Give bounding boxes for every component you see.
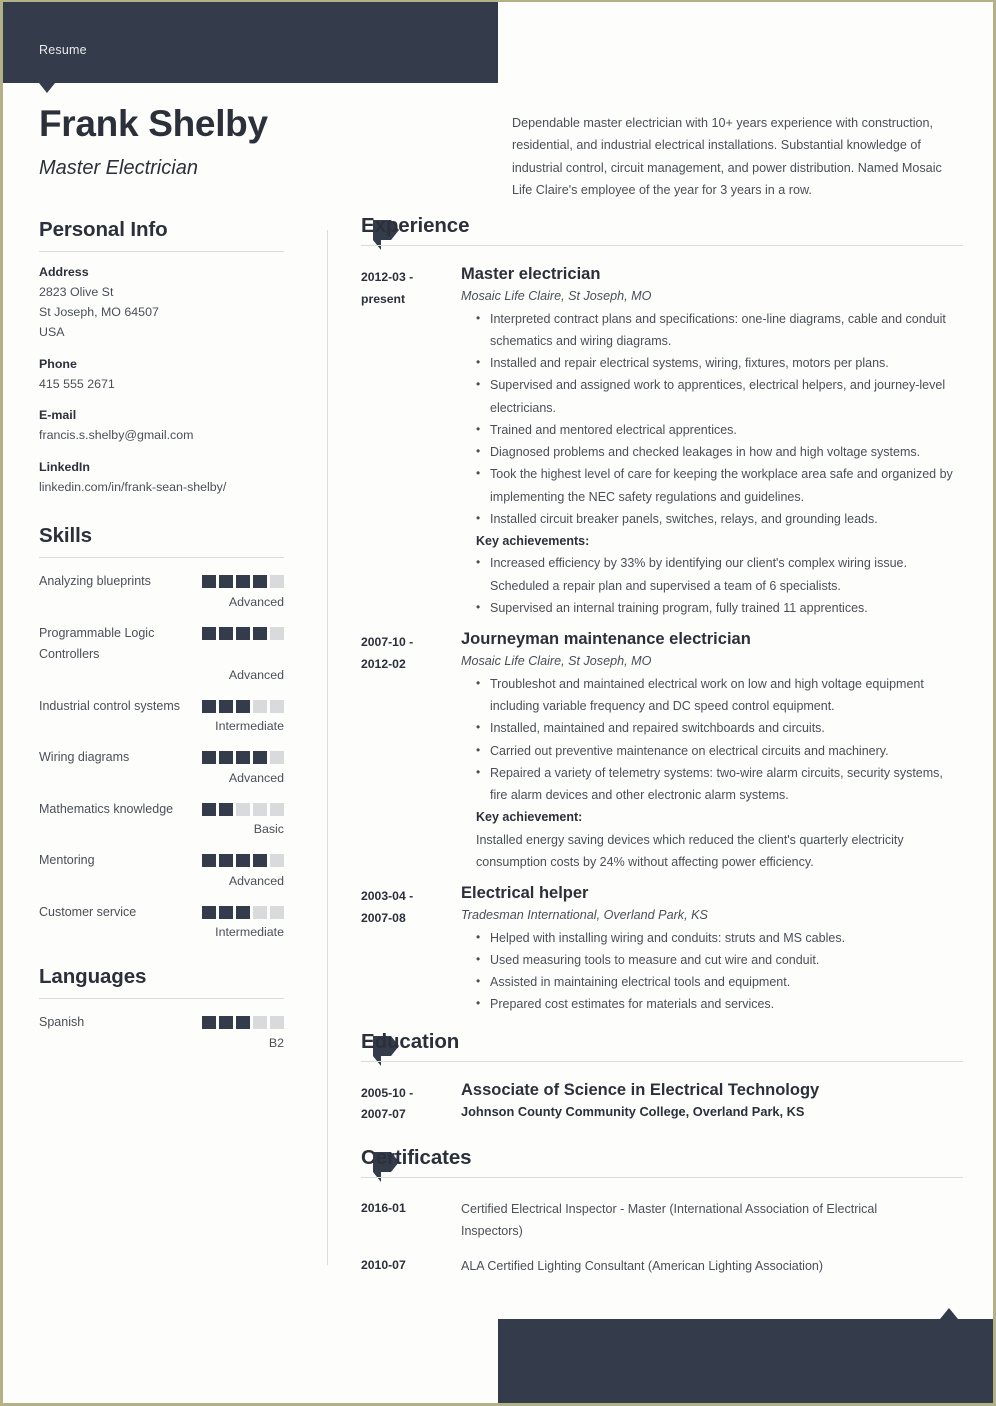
personal-info-section xyxy=(39,218,284,498)
certificate-date: 2016-01 xyxy=(361,1201,406,1216)
divider xyxy=(361,245,963,246)
rating-bar xyxy=(202,751,284,764)
footer-notch-icon xyxy=(940,1308,958,1319)
rating-box xyxy=(253,1016,267,1029)
entry-institution: Johnson County Community College, Overland Park, KS xyxy=(461,1104,805,1120)
entry-bullet: • Carried out preventive maintenance on electrical circuits and machinery. xyxy=(476,740,963,762)
top-band-notch-icon xyxy=(39,83,55,93)
rating-box xyxy=(253,575,267,588)
experience-section-header xyxy=(361,214,963,254)
entry-company: Mosaic Life Claire, St Joseph, MO xyxy=(461,288,652,303)
rating-level-label: Intermediate xyxy=(215,719,284,734)
education-section-header xyxy=(361,1030,963,1070)
rating-label: Spanish xyxy=(39,1015,85,1030)
rating-label: Industrial control systems xyxy=(39,698,181,713)
divider xyxy=(39,251,284,252)
rating-level-label: Advanced xyxy=(228,594,284,609)
personal-info-value: francis.s.shelby@gmail.com xyxy=(39,428,194,443)
rating-level-label: B2 xyxy=(268,1035,284,1050)
rating-level-label: Intermediate xyxy=(215,925,284,940)
candidate-job-title: Master Electrician xyxy=(39,157,198,179)
entry-company: Tradesman International, Overland Park, KS xyxy=(461,907,708,922)
rating-bar xyxy=(202,700,284,713)
rating-row xyxy=(39,696,284,734)
languages-section xyxy=(39,965,284,1050)
personal-info-value: 415 555 2671 xyxy=(39,376,115,391)
rating-box xyxy=(202,906,216,919)
rating-box xyxy=(270,854,284,867)
certificates-title: Certificates xyxy=(361,1146,472,1170)
personal-info-heading: Personal Info xyxy=(39,218,168,241)
rating-box xyxy=(236,906,250,919)
entry-date: 2007-10 - 2012-02 xyxy=(361,635,414,671)
entry-title: Electrical helper xyxy=(461,884,589,902)
experience-entry xyxy=(361,629,963,873)
entry-title: Master electrician xyxy=(461,265,601,283)
entry-bullet: • Supervised and assigned work to apprentices, electrical helpers, and journey-level electricians. xyxy=(476,374,963,419)
experience-title: Experience xyxy=(361,214,470,237)
rating-box xyxy=(219,751,233,764)
rating-label: Customer service xyxy=(39,904,137,919)
rating-row xyxy=(39,571,284,609)
rating-label: Programmable Logic Controllers xyxy=(39,625,155,662)
education-entry xyxy=(361,1080,963,1126)
entry-company: Mosaic Life Claire, St Joseph, MO xyxy=(461,653,652,668)
rating-box xyxy=(270,803,284,816)
entry-bullet: • Diagnosed problems and checked leakages in how and high voltage systems. xyxy=(476,441,963,463)
personal-info-label: Phone xyxy=(39,356,77,371)
rating-box xyxy=(253,906,267,919)
entry-bullet-list xyxy=(461,673,963,807)
personal-info-value: linkedin.com/in/frank-sean-shelby/ xyxy=(39,480,227,495)
entry-title: Associate of Science in Electrical Technology xyxy=(461,1080,820,1099)
rating-row xyxy=(39,902,284,940)
entry-bullet-list xyxy=(461,927,963,1016)
divider xyxy=(361,1061,963,1062)
entry-bullet: • Trained and mentored electrical apprentices. xyxy=(476,419,963,441)
divider xyxy=(361,1177,963,1178)
rating-level-label: Advanced xyxy=(228,667,284,682)
certificate-entry xyxy=(361,1255,963,1277)
rating-label: Mentoring xyxy=(39,853,95,868)
personal-info-field xyxy=(39,460,284,498)
personal-info-value: 2823 Olive St St Joseph, MO 64507 USA xyxy=(39,285,159,339)
entry-bullet: • Used measuring tools to measure and cut wire and conduit. xyxy=(476,949,963,971)
rating-box xyxy=(236,575,250,588)
rating-box xyxy=(236,700,250,713)
certificates-section xyxy=(313,1146,963,1277)
entry-bullet: • Took the highest level of care for keeping the workplace area safe and organized by implementing the NEC safety regulations and guidelines. xyxy=(476,463,963,508)
top-band xyxy=(3,2,498,83)
rating-box xyxy=(219,627,233,640)
main-content xyxy=(313,214,963,1277)
achievement-bullet: • Supervised an internal training program, fully trained 11 apprentices. xyxy=(476,597,963,619)
rating-box xyxy=(253,803,267,816)
footer-band xyxy=(498,1319,996,1403)
rating-box xyxy=(202,854,216,867)
entry-bullet: • Installed and repair electrical systems, wiring, fixtures, motors per plans. xyxy=(476,352,963,374)
rating-box xyxy=(202,803,216,816)
rating-box xyxy=(236,854,250,867)
rating-level-label: Basic xyxy=(253,822,284,837)
key-achievements-label: Key achievement: xyxy=(476,810,583,825)
candidate-name: Frank Shelby xyxy=(39,103,268,144)
rating-box xyxy=(202,700,216,713)
entry-date: 2003-04 - 2007-08 xyxy=(361,889,414,925)
personal-info-field xyxy=(39,265,284,343)
entry-title: Journeyman maintenance electrician xyxy=(461,630,751,649)
entry-bullet: • Prepared cost estimates for materials and services. xyxy=(476,993,963,1015)
education-section xyxy=(313,1030,963,1126)
experience-entry xyxy=(361,883,963,1016)
rating-box xyxy=(253,627,267,640)
rating-box xyxy=(219,906,233,919)
rating-level-label: Advanced xyxy=(228,873,284,888)
rating-row xyxy=(39,623,284,682)
rating-label: Analyzing blueprints xyxy=(39,574,151,589)
rating-box xyxy=(253,751,267,764)
rating-box xyxy=(219,700,233,713)
experience-section xyxy=(313,214,963,1016)
rating-box xyxy=(270,1016,284,1029)
rating-row xyxy=(39,850,284,888)
entry-bullet: • Installed, maintained and repaired switchboards and circuits. xyxy=(476,717,963,739)
rating-box xyxy=(236,803,250,816)
rating-label: Wiring diagrams xyxy=(39,750,130,765)
rating-box xyxy=(270,751,284,764)
entry-bullet: • Repaired a variety of telemetry systems: two-wire alarm circuits, security systems, fire alarm devices and other electronic alarm systems. xyxy=(476,762,963,807)
personal-info-label: Address xyxy=(39,265,89,279)
entry-bullet-list xyxy=(461,308,963,531)
divider xyxy=(39,557,284,558)
rating-box xyxy=(219,803,233,816)
rating-bar xyxy=(202,575,284,588)
languages-heading: Languages xyxy=(39,965,147,989)
personal-info-label: LinkedIn xyxy=(39,460,90,475)
rating-box xyxy=(202,751,216,764)
rating-row xyxy=(39,747,284,785)
rating-box xyxy=(270,906,284,919)
key-achievements-label: Key achievements: xyxy=(476,534,590,549)
skills-heading: Skills xyxy=(39,524,92,548)
divider xyxy=(39,998,284,999)
rating-box xyxy=(219,1016,233,1029)
rating-box xyxy=(236,627,250,640)
certificate-date: 2010-07 xyxy=(361,1257,406,1272)
rating-bar xyxy=(202,803,284,816)
personal-info-label: E-mail xyxy=(39,408,77,423)
certificate-text: Certified Electrical Inspector - Master (International Association of Electrical Inspectors) xyxy=(461,1202,878,1239)
rating-box xyxy=(202,627,216,640)
entry-bullet: • Troubleshot and maintained electrical work on low and high voltage equipment including variable frequency and DC speed control equipment. xyxy=(476,673,963,718)
rating-box xyxy=(253,700,267,713)
experience-entry xyxy=(361,264,963,619)
personal-info-field xyxy=(39,357,284,395)
rating-box xyxy=(202,1016,216,1029)
achievement-bullet: • Increased efficiency by 33% by identifying our client's complex wiring issue. Scheduled a repair plan and supervised a team of 6 specialists. xyxy=(476,552,963,597)
rating-label: Mathematics knowledge xyxy=(39,801,174,816)
entry-bullet: • Interpreted contract plans and specifications: one-line diagrams, cable and conduit schematics and wiring diagrams. xyxy=(476,308,963,353)
skills-section xyxy=(39,524,284,939)
rating-box xyxy=(219,854,233,867)
rating-box xyxy=(270,700,284,713)
achievement-list xyxy=(461,552,963,619)
rating-box xyxy=(236,1016,250,1029)
rating-bar xyxy=(202,1016,284,1029)
rating-box xyxy=(236,751,250,764)
certificates-section-header xyxy=(361,1146,963,1186)
rating-row xyxy=(39,1012,284,1050)
entry-date: 2005-10 - 2007-07 xyxy=(361,1085,414,1122)
rating-level-label: Advanced xyxy=(228,770,284,785)
entry-bullet: • Helped with installing wiring and conduits: struts and MS cables. xyxy=(476,927,963,949)
document-tab-label: Resume xyxy=(39,43,87,57)
rating-bar xyxy=(202,906,284,919)
rating-box xyxy=(270,575,284,588)
sidebar xyxy=(39,218,284,1064)
rating-box xyxy=(253,854,267,867)
education-title: Education xyxy=(361,1029,460,1053)
entry-bullet: • Installed circuit breaker panels, switches, relays, and grounding leads. xyxy=(476,508,963,530)
resume-header xyxy=(3,97,996,207)
professional-summary: Dependable master electrician with 10+ years experience with construction, residential, and industrial electrical installations. Substantial knowledge of industrial control, circuit management, and power distribution. Named Mosaic Life Claire's employee of the year for 3 years in a row. xyxy=(512,116,942,198)
certificate-text: ALA Certified Lighting Consultant (American Lighting Association) xyxy=(461,1258,824,1273)
entry-date: 2012-03 - present xyxy=(361,270,414,306)
rating-box xyxy=(202,575,216,588)
rating-bar xyxy=(202,854,284,867)
rating-bar xyxy=(202,627,284,640)
personal-info-field xyxy=(39,408,284,446)
certificate-entry xyxy=(361,1198,963,1243)
rating-row xyxy=(39,799,284,837)
achievement-paragraph: Installed energy saving devices which reduced the client's quarterly electricity consumption costs by 24% without affecting power efficiency. xyxy=(476,832,904,869)
rating-box xyxy=(270,627,284,640)
rating-box xyxy=(219,575,233,588)
entry-bullet: • Assisted in maintaining electrical tools and equipment. xyxy=(476,971,963,993)
